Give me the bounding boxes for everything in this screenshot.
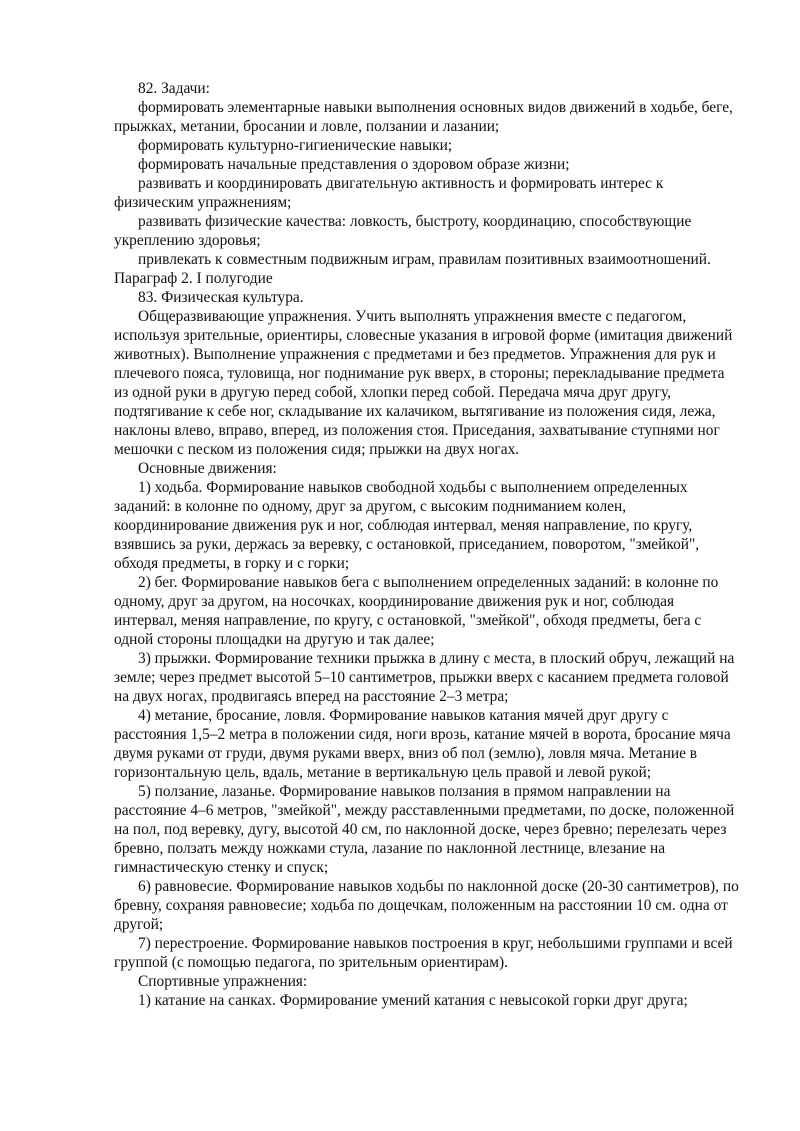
paragraph-jumping: 3) прыжки. Формирование техники прыжка в длину с места, в плоский обруч, лежащий на земле; через предмет высотой 5–10 сантиметров, прыжки вверх с касанием предмета головой на двух ногах, продвигаясь вперед на расстояние 2–3 метра; bbox=[114, 650, 735, 705]
paragraph-task-3: формировать начальные представления о здоровом образе жизни; bbox=[138, 156, 570, 173]
paragraph-sledding: 1) катание на санках. Формирование умений катания с невысокой горки друг друга; bbox=[138, 992, 688, 1009]
paragraph-task-6: привлекать к совместным подвижным играм, правилам позитивных взаимоотношений. bbox=[138, 251, 711, 268]
paragraph-balance: 6) равновесие. Формирование навыков ходьбы по наклонной доске (20-30 сантиметров), по бревну, сохраняя равновесие; ходьба по дощечкам, положенным на расстоянии 10 см. одна от другой; bbox=[114, 878, 739, 933]
section-heading: Параграф 2. I полугодие bbox=[114, 270, 273, 287]
paragraph-task-4: развивать и координировать двигательную активность и формировать интерес к физическим упражнениям; bbox=[114, 175, 664, 211]
paragraph-rebuilding: 7) перестроение. Формирование навыков построения в круг, небольшими группами и всей группой (с помощью педагога, по зрительным ориентирам). bbox=[114, 935, 733, 971]
paragraph-task-5: развивать физические качества: ловкость, быстроту, координацию, способствующие укреплению здоровья; bbox=[114, 213, 692, 249]
paragraph-task-2: формировать культурно-гигиенические навыки; bbox=[138, 137, 453, 154]
paragraph-tasks-heading: 82. Задачи: bbox=[138, 80, 210, 97]
paragraph-general-exercises: Общеразвивающие упражнения. Учить выполнять упражнения вместе с педагогом, используя зрительные, ориентиры, словесные указания в игровой форме (имитация движений животных). Выполнение упражнения с предметами и без предметов. Упражнения для рук и плечевого пояса, туловища, ног поднимание рук вверх, в стороны; перекладывание предмета из одной руки в другую перед собой, хлопки перед собой. Передача мяча друг другу, подтягивание к себе ног, складывание их калачиком, вытягивание из положения сидя, лежа, наклоны влево, вправо, вперед, из положения стоя. Приседания, захватывание ступнями ног мешочки с песком из положения сидя; прыжки на двух ногах. bbox=[114, 308, 733, 458]
paragraph-basic-movements: Основные движения: bbox=[138, 460, 277, 477]
paragraph-walking: 1) ходьба. Формирование навыков свободной ходьбы с выполнением определенных заданий: в колонне по одному, друг за другом, с высоким подниманием колен, координирование движения рук и ног, соблюдая интервал, меняя направление, по кругу, взявшись за руки, держась за веревку, с остановкой, приседанием, поворотом, "змейкой", обходя предметы, в горку и с горки; bbox=[114, 479, 700, 572]
paragraph-task-1: формировать элементарные навыки выполнения основных видов движений в ходьбе, беге, прыжках, метании, бросании и ловле, ползании и лазании; bbox=[114, 99, 733, 135]
paragraph-physical-culture: 83. Физическая культура. bbox=[138, 289, 304, 306]
paragraph-throwing: 4) метание, бросание, ловля. Формирование навыков катания мячей друг другу с расстояния 1,5–2 метра в положении сидя, ноги врозь, катание мячей в ворота, бросание мяча двумя руками от груди, двумя руками вверх, вниз об пол (землю), ловля мяча. Метание в горизонтальную цель, вдаль, метание в вертикальную цель правой и левой рукой; bbox=[114, 707, 731, 781]
paragraph-crawling: 5) ползание, лазанье. Формирование навыков ползания в прямом направлении на расстояние 4–6 метров, "змейкой", между расставленными предметами, по доске, положенной на пол, под веревку, дугу, высотой 40 см, по наклонной доске, через бревно; перелезать через бревно, ползать между ножками стула, лазание по наклонной лестнице, влезание на гимнастическую стенку и спуск; bbox=[114, 783, 735, 876]
paragraph-sport-exercises: Спортивные упражнения: bbox=[138, 973, 308, 990]
paragraph-running: 2) бег. Формирование навыков бега с выполнением определенных заданий: в колонне по одному, друг за другом, на носочках, координирование движения рук и ног, соблюдая интервал, меняя направление, по кругу, с остановкой, "змейкой", обходя предметы, бега с одной стороны площадки на другую и так далее; bbox=[114, 574, 719, 648]
